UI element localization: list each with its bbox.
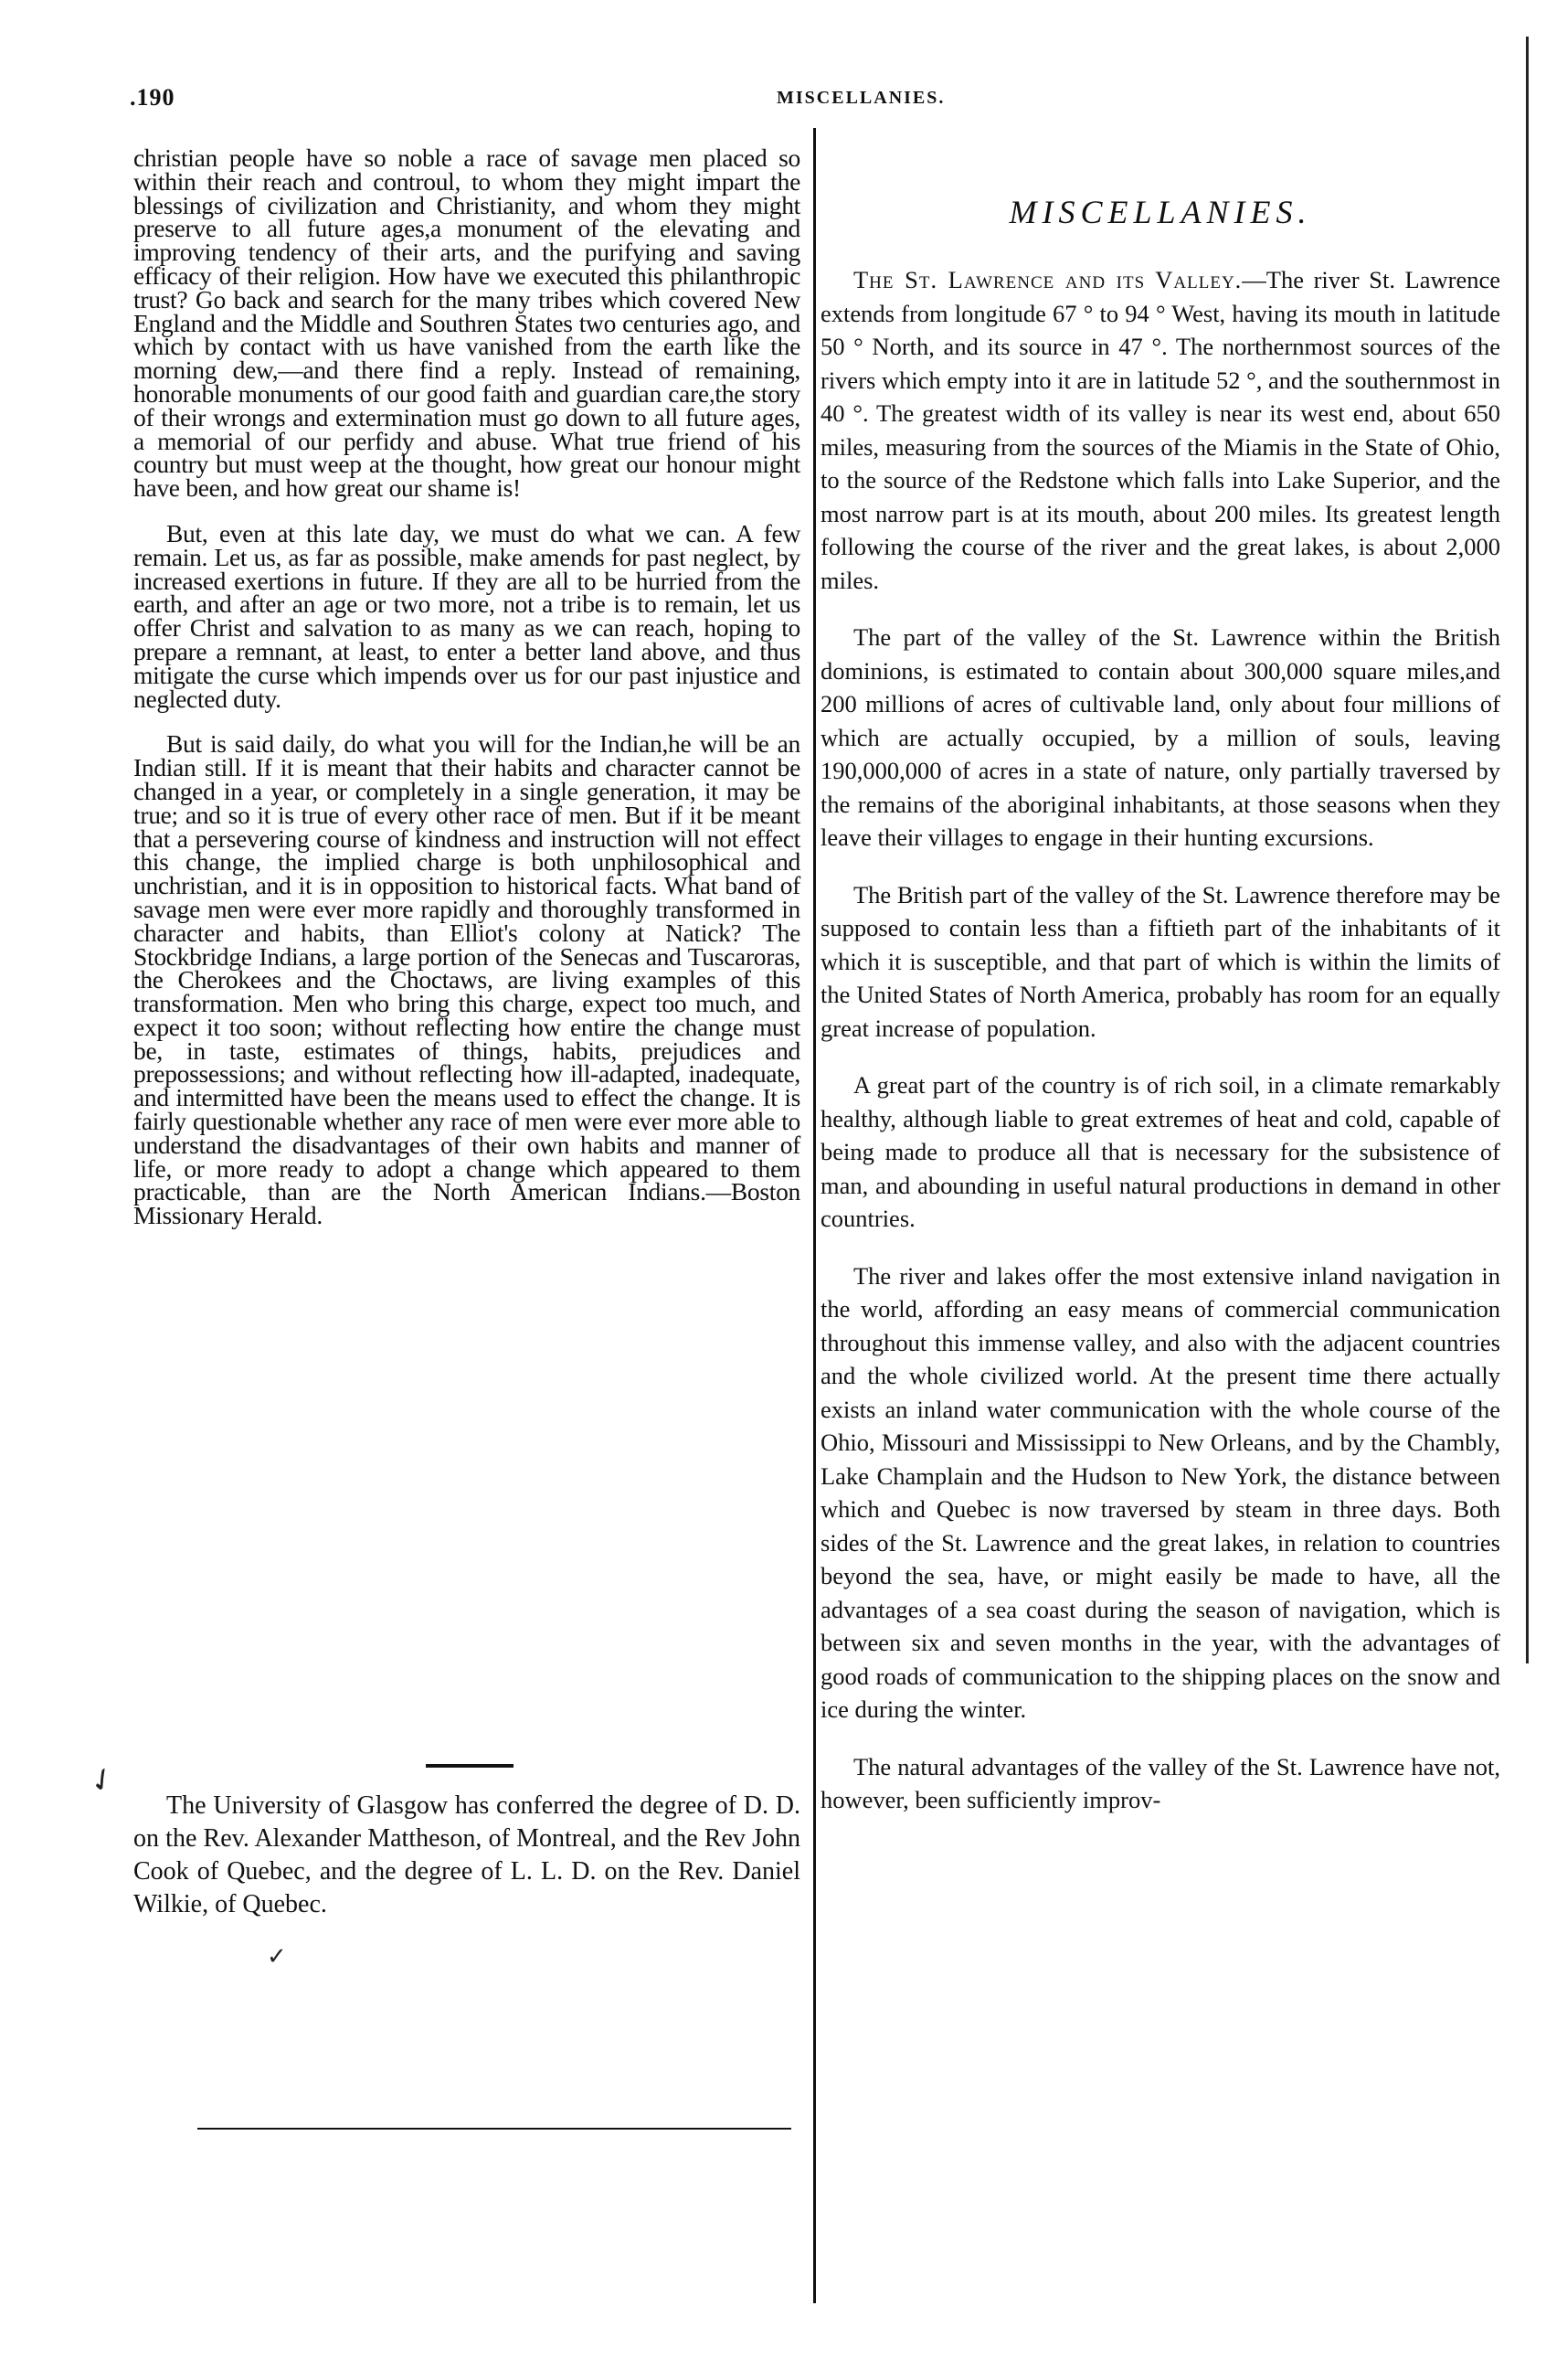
- column-divider: [813, 128, 816, 2303]
- left-paragraph: christian people have so noble a race of savage men placed so within their reach and controul, to whom they might impart the blessings of civilization and Christianity, and whom they might preserve to all future ages,a monument of the elevating and improving tendency of their arts, and the purifying and saving efficacy of their religion. How have we executed this philanthropic trust? Go back and search for the many tribes which covered New England and the Middle and Southren States two centuries ago, and which by contact with us have vanished from the earth like the morning dew,—and there find a reply. Instead of remaining, honorable monuments of our good faith and guardian care,the story of their wrongs and extermination must go down to all future ages, a memorial of our perfidy and abuse. What true friend of his country but must weep at the thought, how great our honour might have been, and how great our shame is!: [133, 143, 800, 503]
- page-edge-rule: [1526, 37, 1529, 1663]
- right-paragraph: A great part of the country is of rich soil, in a climate remarkably healthy, although liable to great extremes of heat and cold, capable of being made to produce all that is necessary for the subsistence of man, and abounding in useful natural productions in demand in other countries.: [821, 1071, 1500, 1232]
- right-paragraph: The British part of the valley of the St. Lawrence therefore may be supposed to contain less than a fiftieth part of the inhabitants of it which it is susceptible, and that part of which is within the limits of the United States of North America, probably has room for an equally great increase of population.: [821, 880, 1500, 1042]
- right-paragraph: The part of the valley of the St. Lawrence within the British dominions, is estimated to contain about 300,000 square miles,and 200 millions of acres of cultivable land, only about four millions of which are actually occupied, by a million of souls, leaving 190,000,000 of acres in a state of nature, only partially traversed by the remains of the aboriginal inhabitants, at those seasons when they leave their villages to engage in their hunting excursions.: [821, 623, 1500, 851]
- running-head: MISCELLANIES.: [777, 88, 946, 108]
- left-column: [133, 143, 800, 1230]
- section-title: MISCELLANIES.: [1009, 194, 1312, 230]
- glasgow-notice-text: The University of Glasgow has conferred the degree of D. D. on the Rev. Alexander Mattheson, of Montreal, and the Rev John Cook of Quebec, and the degree of L. L. D. on the Rev. Daniel Wilkie, of Quebec.: [133, 1791, 800, 1918]
- bottom-rule: [197, 2128, 791, 2130]
- left-paragraph: But, even at this late day, we must do what we can. A few remain. Let us, as far as possible, make amends for past neglect, by increased exertions in future. If they are all to be hurried from the earth, and after an age or two more, not a tribe is to remain, let us offer Christ and salvation to as many as we can reach, hoping to prepare a remnant, at least, to enter a better land above, and thus mitigate the curse which impends over us for our past injustice and neglected duty.: [133, 518, 800, 713]
- left-paragraph: But is said daily, do what you will for the Indian,he will be an Indian still. If it is meant that their habits and character cannot be changed in a year, or completely in a single generation, it may be true; and so it is true of every other race of men. But if it be meant that a persevering course of kindness and instruction will not effect this change, the implied charge is both unphilosophical and unchristian, and it is in opposition to historical facts. What band of savage men were ever more rapidly and thoroughly transformed in character and habits, than Elliot's colony at Natick? The Stockbridge Indians, a large portion of the Senecas and Tuscaroras, the Cherokees and the Choctaws, are living examples of this transformation. Men who bring this charge, expect too much, and expect it too soon; without reflecting how entire the change must be, in taste, estimates of things, habits, prejudices and prepossessions; and without reflecting how ill-adapted, inadequate, and intermitted have been the means used to effect the change. It is fairly questionable whether any race of men were ever more able to understand the disadvantages of their own habits and manner of life, or more ready to adopt a change which appeared to them practicable, than are the North American Indians.—Boston Missionary Herald.: [133, 729, 800, 1230]
- right-paragraph: The natural advantages of the valley of the St. Lawrence have not, however, been sufficiently improv-: [821, 1752, 1500, 1813]
- page-number: .190: [130, 84, 175, 111]
- right-paragraph: [821, 263, 1500, 597]
- right-paragraph: The river and lakes offer the most extensive inland navigation in the world, affording an easy means of commercial communication throughout this immense valley, and also with the adjacent countries and the whole civilized world. At the present time there actually exists an inland water communication with the whole course of the Ohio, Missouri and Mississippi to New Orleans, and by the Chambly, Lake Champlain and the Hudson to New York, the distance between which and Quebec is now traversed by steam in three days. Both sides of the St. Lawrence and the great lakes, in relation to countries beyond the sea, have, or might easily be made to have, all the advantages of a sea coast during the season of navigation, which is between six and seven months in the year, with the advantages of good roads of communication to the shipping places on the snow and ice during the winter.: [821, 1261, 1500, 1723]
- right-column: [821, 194, 1500, 1817]
- page-header: [119, 84, 1471, 121]
- lead-paragraph-text: —The river St. Lawrence extends from longitude 67 ° to 94 ° West, having its mouth in latitude 50 ° North, and its source in 47 °. The northernmost sources of the rivers which empty into it are in latitude 52 °, and the southernmost in 40 °. The greatest width of its valley is near its west end, about 650 miles, measuring from the sources of the Miamis in the State of Ohio, to the source of the Redstone which falls into Lake Superior, and the most narrow part is at its mouth, about 200 miles. Its greatest length following the course of the river and the great lakes, is about 2,000 miles.: [821, 266, 1500, 594]
- section-divider: [426, 1764, 514, 1768]
- glasgow-notice: [133, 1790, 800, 1921]
- lead-heading: The St. Lawrence and its Valley.: [853, 266, 1243, 293]
- ink-check-mark: ✓: [81, 1758, 123, 1803]
- ink-check-mark: ✓: [267, 1943, 287, 1971]
